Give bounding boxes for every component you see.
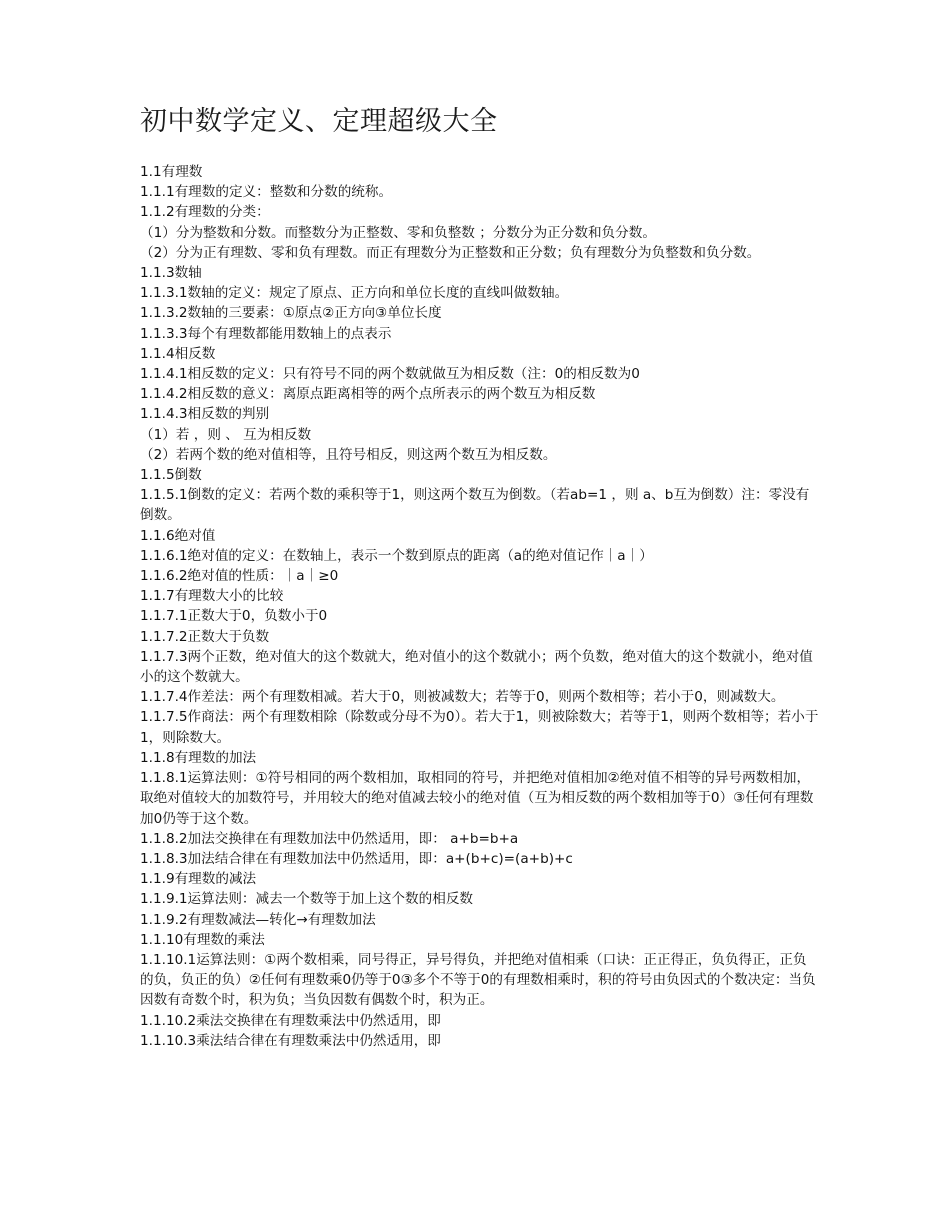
- text-line: 1.1.7.3两个正数，绝对值大的这个数就大，绝对值小的这个数就小；两个负数，绝对值大的这个数就小，绝对值小的这个数就大。: [140, 648, 813, 686]
- text-line: 1.1.8.3加法结合律在有理数加法中仍然适用，即：a+(b+c)=(a+b)+c: [140, 850, 573, 867]
- text-line: 1.1.5.1倒数的定义：若两个数的乘积等于1，则这两个数互为倒数。（若ab=1 ，则 a、b互为倒数）注：零没有倒数。: [140, 487, 810, 524]
- text-line: 1.1.7.4作差法：两个有理数相减。若大于0，则被减数大；若等于0，则两个数相等；若小于0，则减数大。: [140, 689, 785, 706]
- text-line: 1.1.7.1正数大于0，负数小于0: [140, 608, 328, 625]
- text-line: 1.1.6.2绝对值的性质：｜a｜≥0: [140, 568, 339, 585]
- text-line: 1.1.6.1绝对值的定义：在数轴上，表示一个数到原点的距离（a的绝对值记作｜a｜）: [140, 547, 653, 564]
- text-line: （1）若 ，则 、 互为相反数: [140, 426, 312, 443]
- text-line: 1.1.9有理数的减法: [140, 871, 257, 888]
- text-line: 1.1.7.2正数大于负数: [140, 628, 270, 645]
- text-line: 1.1.9.2有理数减法—转化→有理数加法: [140, 911, 376, 928]
- document-title: 初中数学定义、定理超级大全: [140, 106, 498, 137]
- text-line: 1.1.4.3相反数的判别: [140, 406, 270, 423]
- text-line: 1.1.10.3乘法结合律在有理数乘法中仍然适用，即: [140, 1032, 441, 1049]
- document-body: [140, 162, 820, 1051]
- text-line: 1.1.8.2加法交换律在有理数加法中仍然适用，即： a+b=b+a: [140, 830, 519, 847]
- text-line: 1.1.6绝对值: [140, 527, 216, 544]
- text-line: （2）若两个数的绝对值相等，且符号相反，则这两个数互为相反数。: [140, 446, 557, 463]
- text-line: 1.1.3.2数轴的三要素：①原点②正方向③单位长度: [140, 305, 442, 322]
- text-line: 1.1.8有理数的加法: [140, 749, 257, 766]
- text-line: 1.1.5倒数: [140, 467, 202, 484]
- text-line: 1.1.4相反数: [140, 345, 216, 362]
- text-line: 1.1.10.2乘法交换律在有理数乘法中仍然适用，即: [140, 1012, 441, 1029]
- text-line: 1.1.9.1运算法则：减去一个数等于加上这个数的相反数: [140, 891, 474, 908]
- text-line: 1.1.3.1数轴的定义：规定了原点、正方向和单位长度的直线叫做数轴。: [140, 285, 569, 302]
- text-line: 1.1.7有理数大小的比较: [140, 588, 284, 605]
- text-line: 1.1.3.3每个有理数都能用数轴上的点表示: [140, 325, 392, 342]
- text-line: 1.1有理数: [140, 164, 203, 180]
- text-line: （2）分为正有理数、零和负有理数。而正有理数分为正整数和正分数；负有理数分为负整数和负分数。: [140, 244, 761, 261]
- text-line: 1.1.3数轴: [140, 265, 202, 282]
- text-line: 1.1.4.1相反数的定义：只有符号不同的两个数就做互为相反数（注：0的相反数为0: [140, 366, 640, 383]
- text-line: 1.1.10有理数的乘法: [140, 931, 265, 948]
- text-line: 1.1.7.5作商法：两个有理数相除（除数或分母不为0）。若大于1，则被除数大；若等于1，则两个数相等；若小于1，则除数大。: [140, 709, 819, 746]
- text-line: 1.1.1有理数的定义：整数和分数的统称。: [140, 184, 393, 201]
- text-line: 1.1.2有理数的分类：: [140, 204, 270, 221]
- text-line: 1.1.10.1运算法则：①两个数相乘，同号得正，异号得负，并把绝对值相乘（口诀：正正得正，负负得正，正负的负，负正的负）②任何有理数乘0仍等于0③多个不等于0的有理数相乘时，积的符号由负因式的个数决定：当负因数有奇数个时，积为负；当负因数有偶数个时，积为正。: [140, 951, 816, 1009]
- document-page: [140, 100, 820, 1051]
- text-line: 1.1.8.1运算法则：①符号相同的两个数相加，取相同的符号，并把绝对值相加②绝对值不相等的异号两数相加，取绝对值较大的加数符号，并用较大的绝对值减去较小的绝对值（互为相反数的两个数相加等于0）③任何有理数加0仍等于这个数。: [140, 770, 814, 827]
- text-line: 1.1.4.2相反数的意义：离原点距离相等的两个点所表示的两个数互为相反数: [140, 386, 596, 403]
- text-line: （1）分为整数和分数。而整数分为正整数、零和负整数 ；分数分为正分数和负分数。: [140, 224, 656, 241]
